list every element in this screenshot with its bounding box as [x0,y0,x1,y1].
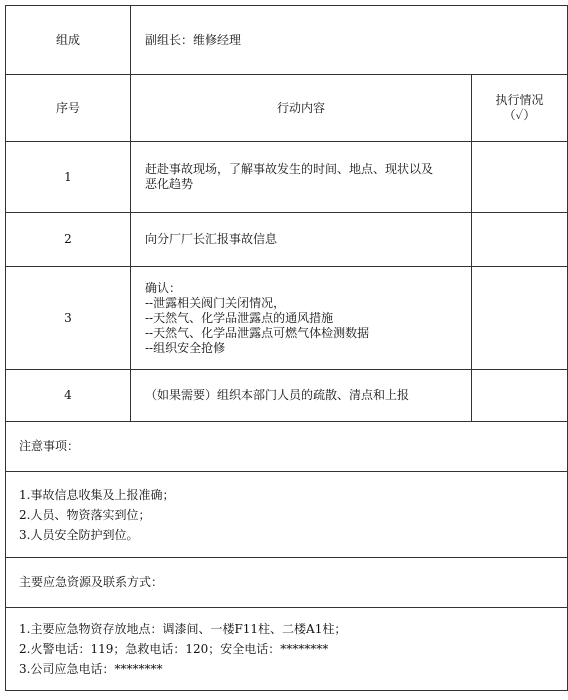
content-line: --天然气、化学品泄露点的通风措施 [145,310,334,325]
resources-title: 主要应急资源及联系方式： [6,558,568,608]
row-status-cell[interactable] [472,142,568,213]
row-seq: 4 [6,370,131,422]
resources-list [6,608,568,691]
row-seq: 1 [6,142,131,213]
content-line: （如果需要）组织本部门人员的疏散、清点和上报 [145,388,410,402]
resources-items-row [6,608,568,691]
resources-title-row [6,558,568,608]
list-item: 2.火警电话：119；急救电话：120；安全电话：******** [19,642,329,656]
group-label: 组成 [6,6,131,75]
list-item: 1.事故信息收集及上报准确； [19,487,175,502]
content-line: 赶赴事故现场，了解事故发生的时间、地点、现状以及 [145,162,434,176]
notes-list [6,472,568,558]
list-item: 2.人员、物资落实到位； [19,507,151,522]
row-status-cell[interactable] [472,213,568,267]
group-value: 副组长：维修经理 [131,6,568,75]
row-content [131,267,472,370]
content-line: --组织安全抢修 [145,340,226,355]
header-status-line1: 执行情况 [495,93,544,107]
list-item: 3.公司应急电话：******** [19,662,163,676]
row-content [131,142,472,213]
row-status-cell[interactable] [472,370,568,422]
notes-title: 注意事项： [6,422,568,472]
header-status-line2: （✓） [503,108,536,122]
header-row [6,75,568,142]
table-row [6,142,568,213]
table-row [6,267,568,370]
table-row [6,213,568,267]
content-line: 确认： [145,280,182,295]
list-item: 1.主要应急物资存放地点：调漆间、一楼F11柱、二楼A1柱； [19,622,347,636]
row-status-cell[interactable] [472,267,568,370]
header-action: 行动内容 [131,75,472,142]
content-line: 恶化趋势 [145,177,194,191]
table-row [6,370,568,422]
content-line: --天然气、化学品泄露点可燃气体检测数据 [145,325,370,340]
emergency-action-table [5,5,568,691]
notes-items-row [6,472,568,558]
content-line: 向分厂厂长汇报事故信息 [145,232,278,246]
group-row [6,6,568,75]
row-seq: 3 [6,267,131,370]
list-item: 3.人员安全防护到位。 [19,527,139,542]
row-content [131,370,472,422]
notes-title-row [6,422,568,472]
row-content [131,213,472,267]
header-seq: 序号 [6,75,131,142]
header-status [472,75,568,142]
content-line: --泄露相关阀门关闭情况， [145,295,286,310]
row-seq: 2 [6,213,131,267]
